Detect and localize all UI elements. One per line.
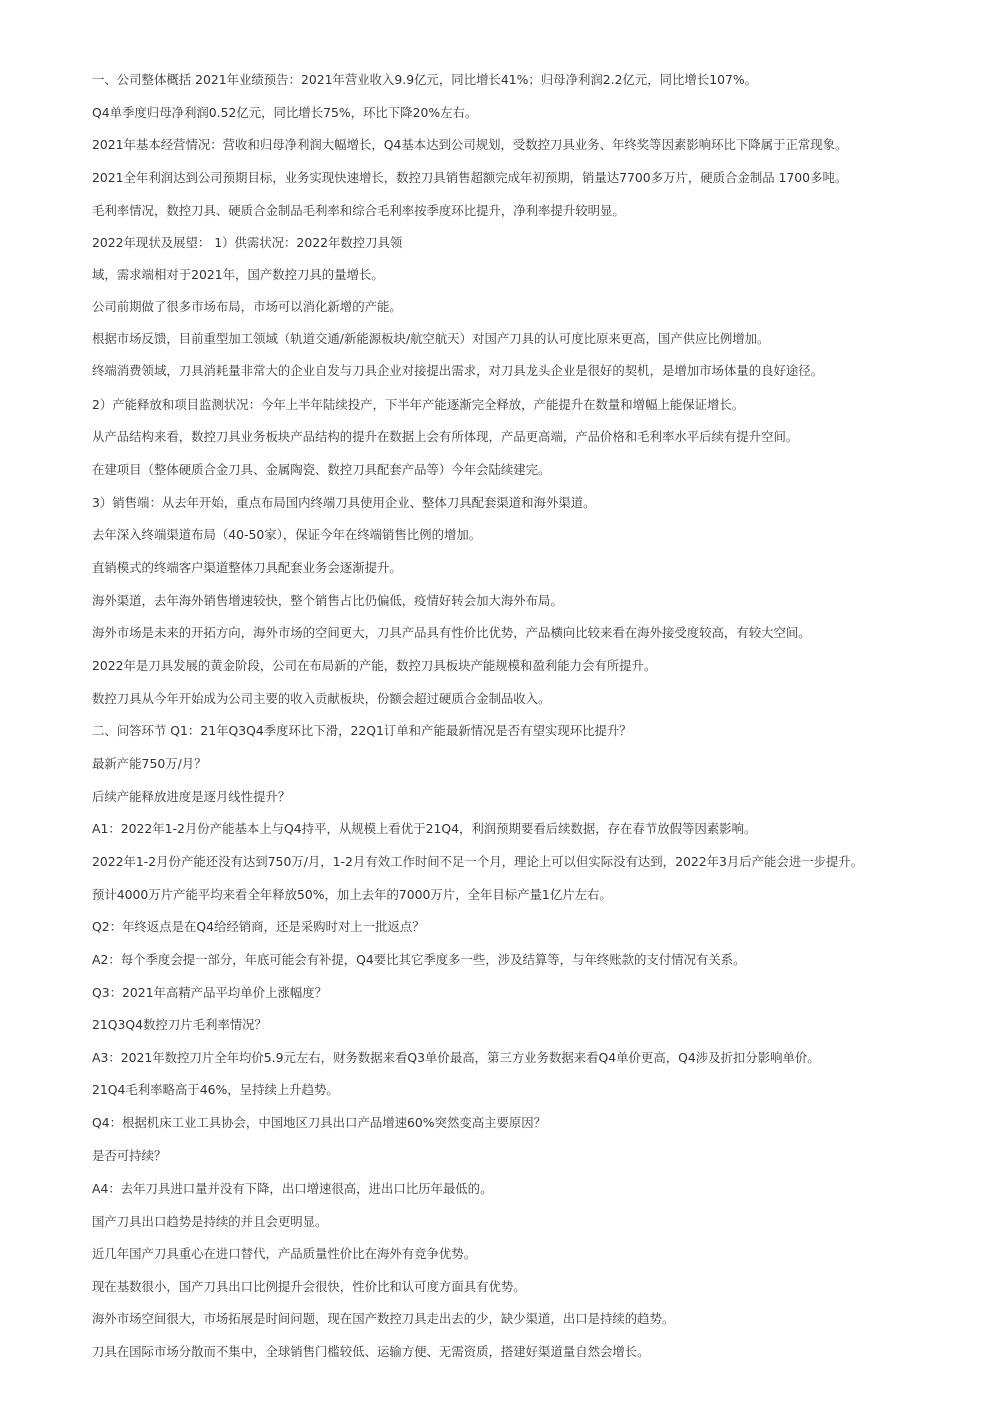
text-line: 二、问答环节 Q1：21年Q3Q4季度环比下滑，22Q1订单和产能最新情况是否有望实现环比提升？ <box>92 723 632 738</box>
text-line: 海外渠道，去年海外销售增速较快，整个销售占比仍偏低，疫情好转会加大海外布局。 <box>92 593 563 608</box>
text-line: Q2：年终返点是在Q4给经销商，还是采购时对上一批返点？ <box>92 919 425 934</box>
text-line: 后续产能释放进度是逐月线性提升？ <box>92 789 291 804</box>
text-line: 是否可持续？ <box>92 1148 167 1163</box>
text-line: 刀具在国际市场分散而不集中，全球销售门槛较低、运输方便、无需资质，搭建好渠道量自然会增长。 <box>92 1344 650 1359</box>
text-line: 数控刀具从今年开始成为公司主要的收入贡献板块，份额会超过硬质合金制品收入。 <box>92 691 551 706</box>
text-line: 从产品结构来看，数控刀具业务板块产品结构的提升在数据上会有所体现，产品更高端，产品价格和毛利率水平后续有提升空间。 <box>92 429 799 444</box>
text-line: 预计4000万片产能平均来看全年释放50%，加上去年的7000万片，全年目标产量1亿片左右。 <box>92 887 612 902</box>
text-line: 2021年基本经营情况：营收和归母净利润大幅增长，Q4基本达到公司规划，受数控刀具业务、年终奖等因素影响环比下降属于正常现象。 <box>92 137 848 152</box>
text-line: 近几年国产刀具重心在进口替代，产品质量性价比在海外有竞争优势。 <box>92 1246 477 1261</box>
text-line: 2022年是刀具发展的黄金阶段，公司在布局新的产能，数控刀具板块产能规模和盈利能力会有所提升。 <box>92 658 657 673</box>
text-line: 域，需求端相对于2021年，国产数控刀具的量增长。 <box>92 267 384 282</box>
text-line: Q4：根据机床工业工具协会，中国地区刀具出口产品增速60%突然变高主要原因？ <box>92 1115 547 1130</box>
text-line: 在建项目（整体硬质合金刀具、金属陶瓷、数控刀具配套产品等）今年会陆续建完。 <box>92 462 551 477</box>
text-line: A4：去年刀具进口量并没有下降，出口增速很高，进出口比历年最低的。 <box>92 1181 493 1196</box>
text-line: 21Q4毛利率略高于46%，呈持续上升趋势。 <box>92 1082 339 1097</box>
text-line: Q4单季度归母净利润0.52亿元，同比增长75%，环比下降20%左右。 <box>92 105 478 120</box>
text-line: 一、公司整体概括 2021年业绩预告：2021年营业收入9.9亿元，同比增长41%；归母净利润2.2亿元，同比增长107%。 <box>92 72 758 87</box>
text-line: 最新产能750万/月？ <box>92 756 207 771</box>
text-line: 公司前期做了很多市场布局，市场可以消化新增的产能。 <box>92 299 402 314</box>
text-line: 去年深入终端渠道布局（40-50家），保证今年在终端销售比例的增加。 <box>92 527 482 542</box>
text-line: 3）销售端：从去年开始，重点布局国内终端刀具使用企业、整体刀具配套渠道和海外渠道。 <box>92 495 596 510</box>
text-line: 国产刀具出口趋势是持续的并且会更明显。 <box>92 1214 328 1229</box>
text-line: 海外市场是未来的开拓方向，海外市场的空间更大，刀具产品具有性价比优势，产品横向比较来看在海外接受度较高，有较大空间。 <box>92 625 811 640</box>
text-line: 2021全年利润达到公司预期目标，业务实现快速增长，数控刀具销售超额完成年初预期，销量达7700多万片，硬质合金制品 1700多吨。 <box>92 170 848 185</box>
text-line: 2022年1-2月份产能还没有达到750万/月，1-2月有效工作时间不足一个月，理论上可以但实际没有达到，2022年3月后产能会进一步提升。 <box>92 854 864 869</box>
text-line: Q3：2021年高精产品平均单价上涨幅度？ <box>92 985 328 1000</box>
text-line: A1：2022年1-2月份产能基本上与Q4持平，从规模上看优于21Q4，利润预期要看后续数据，存在春节放假等因素影响。 <box>92 821 757 836</box>
text-line: 根据市场反馈，目前重型加工领域（轨道交通/新能源板块/航空航天）对国产刀具的认可度比原来更高，国产供应比例增加。 <box>92 331 770 346</box>
text-line: 2022年现状及展望： 1）供需状况：2022年数控刀具领 <box>92 235 403 250</box>
text-line: 终端消费领域，刀具消耗量非常大的企业自发与刀具企业对接提出需求，对刀具龙头企业是很好的契机，是增加市场体量的良好途径。 <box>92 363 824 378</box>
text-line: A3：2021年数控刀片全年均价5.9元左右，财务数据来看Q3单价最高，第三方业务数据来看Q4单价更高，Q4涉及折扣分影响单价。 <box>92 1050 820 1065</box>
text-line: 毛利率情况，数控刀具、硬质合金制品毛利率和综合毛利率按季度环比提升，净利率提升较明显。 <box>92 203 625 218</box>
text-line: 直销模式的终端客户渠道整体刀具配套业务会逐渐提升。 <box>92 560 402 575</box>
text-line: 海外市场空间很大，市场拓展是时间问题，现在国产数控刀具走出去的少，缺少渠道，出口是持续的趋势。 <box>92 1311 675 1326</box>
text-line: 2）产能释放和项目监测状况：今年上半年陆续投产，下半年产能逐渐完全释放，产能提升在数量和增幅上能保证增长。 <box>92 397 745 412</box>
text-line: 21Q3Q4数控刀片毛利率情况？ <box>92 1017 267 1032</box>
text-line: 现在基数很小，国产刀具出口比例提升会很快，性价比和认可度方面具有优势。 <box>92 1279 526 1294</box>
text-line: A2：每个季度会提一部分，年底可能会有补提，Q4要比其它季度多一些，涉及结算等，与年终账款的支付情况有关系。 <box>92 952 746 967</box>
